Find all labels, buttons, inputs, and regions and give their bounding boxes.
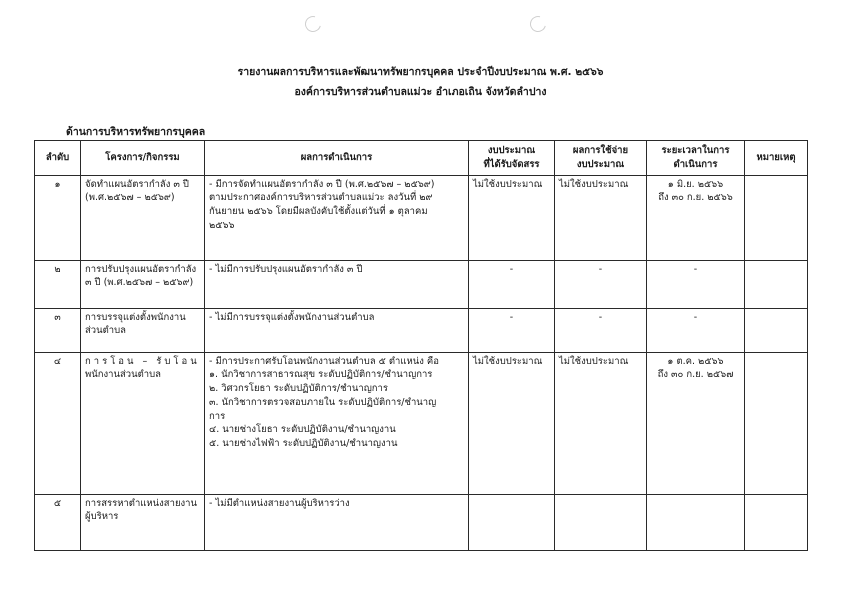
punch-hole-left [302, 13, 324, 35]
period-text: ถึง ๓๐ ก.ย. ๒๕๖๗ [657, 369, 734, 381]
period-cell [647, 352, 745, 494]
result-text: ๒๕๖๖ [209, 219, 235, 231]
result-text: - มีการจัดทำแผนอัตรากำลัง ๓ ปี (พ.ศ.๒๕๖๗ – ๒๕๖๙) [209, 178, 435, 190]
project-cell [81, 494, 205, 550]
row-number: ๓ [35, 308, 81, 352]
result-text: ๓. นักวิชาการตรวจสอบภายใน ระดับปฏิบัติการ/ชำนาญ [209, 396, 437, 408]
period-cell [647, 308, 745, 352]
period-text: ถึง ๓๐ ก.ย. ๒๕๖๖ [658, 192, 733, 204]
header-project: โครงการ/กิจกรรม [81, 141, 205, 176]
budget-cell: - [469, 260, 555, 308]
header-budget-line2: ที่ได้รับจัดสรร [483, 158, 540, 170]
header-period [647, 141, 745, 176]
result-text: - มีการประกาศรับโอนพนักงานส่วนตำบล ๕ ตำแหน่ง คือ [209, 355, 439, 367]
project-text: การปรับปรุงแผนอัตรากำลัง [85, 263, 197, 275]
result-cell [205, 352, 469, 494]
header-remark: หมายเหตุ [745, 141, 808, 176]
result-text: การ [209, 410, 226, 422]
result-text: ๔. นายช่างโยธา ระดับปฏิบัติงาน/ชำนาญงาน [209, 424, 396, 436]
row-number: ๔ [35, 352, 81, 494]
result-text: - ไม่มีการบรรจุแต่งตั้งพนักงานส่วนตำบล [209, 311, 375, 323]
project-text: การบรรจุแต่งตั้งพนักงาน [85, 311, 186, 323]
remark-cell [745, 352, 808, 494]
table-row [35, 308, 808, 352]
table-row [35, 494, 808, 550]
report-title: รายงานผลการบริหารและพัฒนาทรัพยากรบุคคล ประจำปีงบประมาณ พ.ศ. ๒๕๖๖ [237, 66, 604, 78]
header-period-line2: ดำเนินการ [673, 158, 718, 170]
project-text: การโอน – รับโอน [85, 355, 200, 367]
period-cell [647, 260, 745, 308]
budget-cell: - [469, 308, 555, 352]
remark-cell [745, 175, 808, 260]
period-text: - [693, 263, 698, 275]
period-cell [647, 494, 745, 550]
table-row [35, 260, 808, 308]
result-text: ๒. วิศวกรโยธา ระดับปฏิบัติการ/ชำนาญการ [209, 383, 388, 395]
header-spent [555, 141, 647, 176]
header-no: ลำดับ [35, 141, 81, 176]
punch-hole-right [527, 13, 549, 35]
project-text: ๓ ปี (พ.ศ.๒๕๖๗ – ๒๕๖๙) [85, 277, 194, 289]
budget-cell: ไม่ใช้งบประมาณ [469, 175, 555, 260]
header-period-line1: ระยะเวลาในการ [661, 145, 730, 156]
table-row [35, 352, 808, 494]
project-cell [81, 352, 205, 494]
project-text: ผู้บริหาร [85, 511, 119, 523]
result-text: ๑. นักวิชาการสาธารณสุข ระดับปฏิบัติการ/ชำนาญการ [209, 369, 433, 381]
table-row [35, 175, 808, 260]
header-spent-line2: งบประมาณ [576, 158, 625, 170]
result-text: กันยายน ๒๕๖๖ โดยมีผลบังคับใช้ตั้งแต่วันที่ ๑ ตุลาคม [209, 206, 428, 218]
header-budget [469, 141, 555, 176]
spent-cell: ไม่ใช้งบประมาณ [555, 352, 647, 494]
hr-report-table [34, 140, 808, 551]
result-text: - ไม่มีการปรับปรุงแผนอัตรากำลัง ๓ ปี [209, 263, 363, 275]
project-cell [81, 308, 205, 352]
period-text: ๑ มิ.ย. ๒๕๖๖ [667, 178, 724, 190]
spent-cell [555, 494, 647, 550]
project-text: พนักงานส่วนตำบล [85, 369, 161, 381]
result-text: ตามประกาศองค์การบริหารส่วนตำบลแม่วะ ลงวันที่ ๒๙ [209, 192, 433, 204]
period-cell [647, 175, 745, 260]
section-heading: ด้านการบริหารทรัพยากรบุคคล [66, 126, 206, 138]
project-text: ส่วนตำบล [85, 325, 126, 337]
result-cell [205, 260, 469, 308]
spent-cell: - [555, 260, 647, 308]
row-number: ๒ [35, 260, 81, 308]
header-spent-line1: ผลการใช้จ่าย [572, 145, 629, 156]
result-cell [205, 308, 469, 352]
row-number: ๑ [35, 175, 81, 260]
project-cell [81, 260, 205, 308]
project-cell [81, 175, 205, 260]
spent-cell: - [555, 308, 647, 352]
budget-cell [469, 494, 555, 550]
project-text: (พ.ศ.๒๕๖๗ – ๒๕๖๙) [85, 192, 175, 204]
result-cell [205, 494, 469, 550]
remark-cell [745, 260, 808, 308]
result-cell [205, 175, 469, 260]
project-text: การสรรหาตำแหน่งสายงาน [85, 497, 197, 509]
remark-cell [745, 494, 808, 550]
organization-title: องค์การบริหารส่วนตำบลแม่วะ อำเภอเถิน จังหวัดลำปาง [294, 86, 547, 98]
remark-cell [745, 308, 808, 352]
row-number: ๕ [35, 494, 81, 550]
result-text: - ไม่มีตำแหน่งสายงานผู้บริหารว่าง [209, 497, 350, 509]
result-text: ๕. นายช่างไฟฟ้า ระดับปฏิบัติงาน/ชำนาญงาน [209, 438, 398, 450]
header-budget-line1: งบประมาณ [487, 145, 536, 156]
budget-cell: ไม่ใช้งบประมาณ [469, 352, 555, 494]
header-result: ผลการดำเนินการ [205, 141, 469, 176]
period-text: ๑ ต.ค. ๒๕๖๖ [667, 355, 724, 367]
spent-cell: ไม่ใช้งบประมาณ [555, 175, 647, 260]
period-text: - [693, 311, 698, 323]
table-header-row [35, 141, 808, 176]
project-text: จัดทำแผนอัตรากำลัง ๓ ปี [85, 178, 189, 190]
